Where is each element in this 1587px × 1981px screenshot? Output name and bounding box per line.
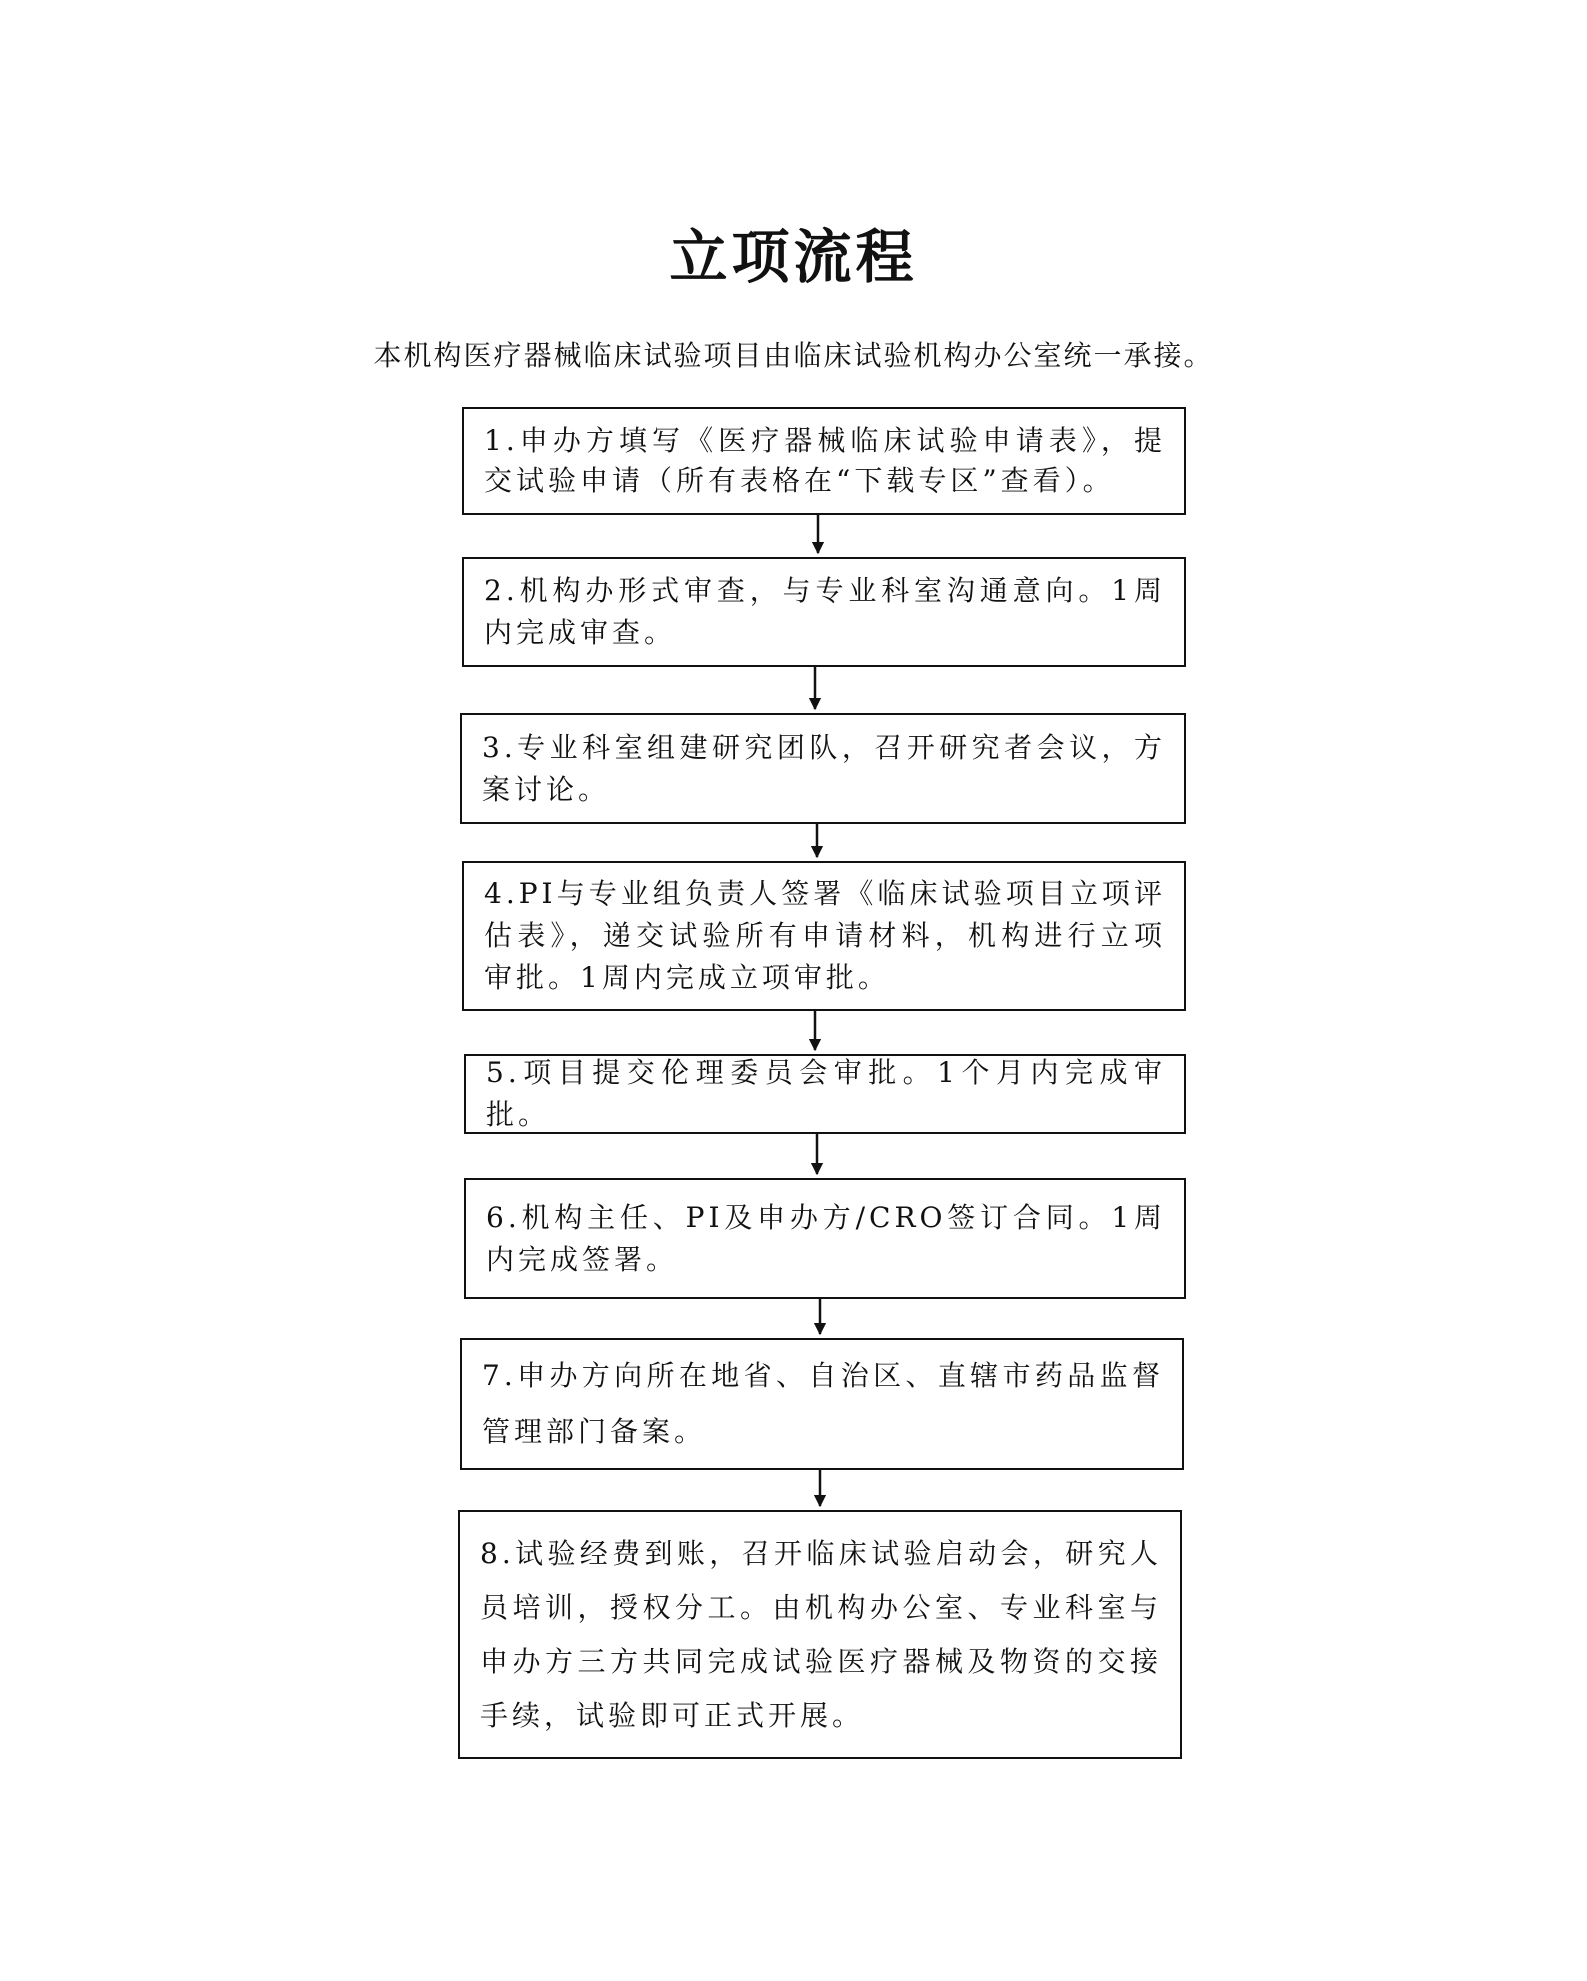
step-text-1: 1.申办方填写《医疗器械临床试验申请表》，提交试验申请（所有表格在“下载专区”查看）。 <box>484 424 1166 497</box>
intro-text: 本机构医疗器械临床试验项目由临床试验机构办公室统一承接。 <box>373 339 1214 372</box>
step-text-7: 7.申办方向所在地省、自治区、直辖市药品监督管理部门备案。 <box>482 1359 1164 1448</box>
step-text-2: 2.机构办形式审查，与专业科室沟通意向。1周内完成审查。 <box>484 574 1166 649</box>
step-text-5: 5.项目提交伦理委员会审批。1个月内完成审批。 <box>486 1056 1166 1131</box>
page-title: 立项流程 <box>669 223 918 291</box>
step-text-6: 6.机构主任、PI及申办方/CRO签订合同。1周内完成签署。 <box>486 1200 1166 1276</box>
step-text-3: 3.专业科室组建研究团队，召开研究者会议，方案讨论。 <box>482 730 1166 806</box>
step-text-4: 4.PI与专业组负责人签署《临床试验项目立项评估表》，递交试验所有申请材料，机构进行立项审批。1周内完成立项审批。 <box>484 877 1166 994</box>
step-text-8: 8.试验经费到账，召开临床试验启动会，研究人员培训，授权分工。由机构办公室、专业科室与申办方三方共同完成试验医疗器械及物资的交接手续，试验即可正式开展。 <box>480 1536 1162 1732</box>
